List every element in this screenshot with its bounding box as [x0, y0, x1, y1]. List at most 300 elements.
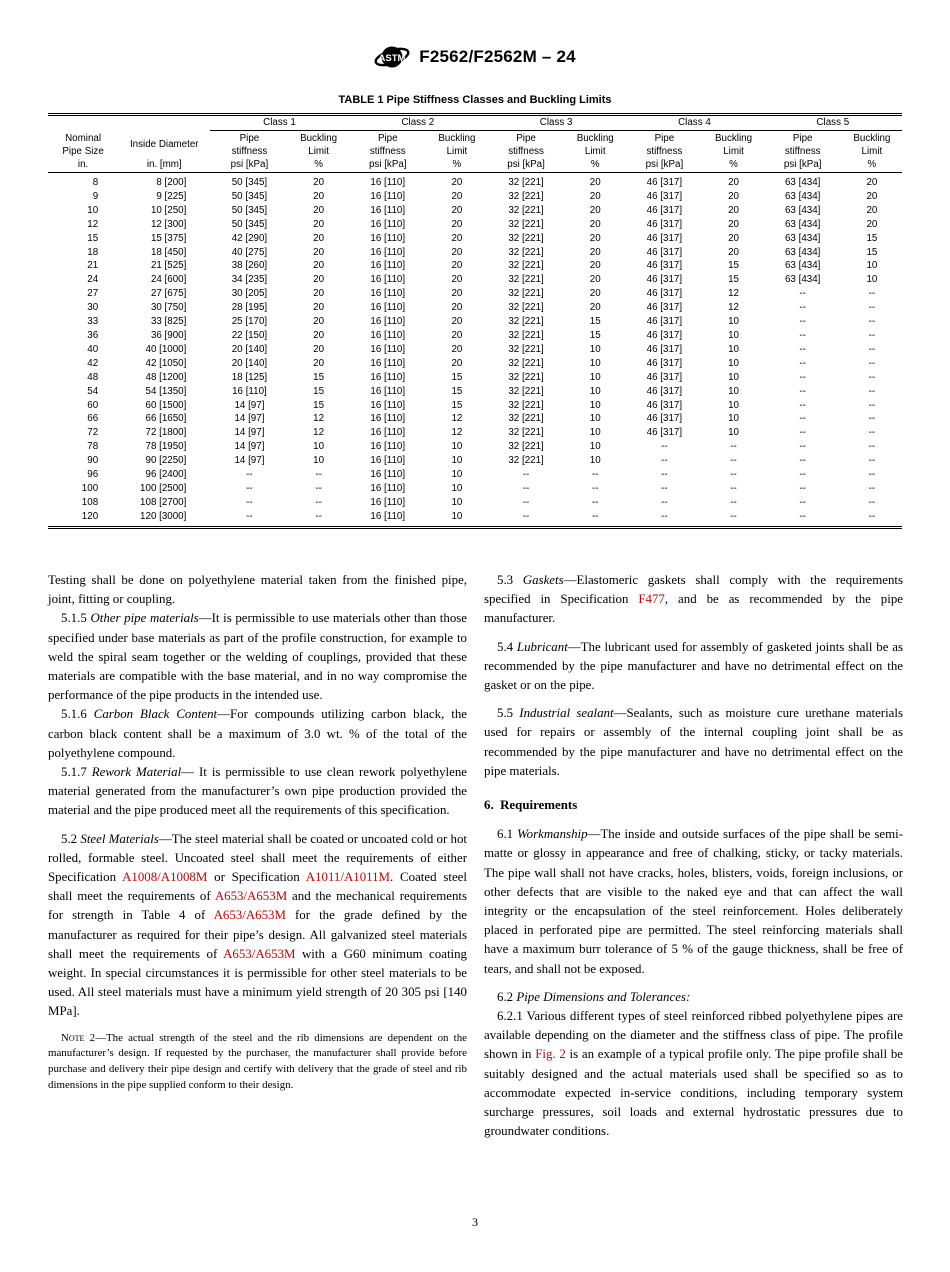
cell: 10 — [728, 343, 739, 355]
cell: -- — [661, 455, 668, 467]
cell: 10 — [589, 441, 601, 453]
cell: -- — [522, 469, 530, 481]
cell: 32 [221] — [508, 246, 544, 258]
cell: 9 [225] — [156, 190, 187, 202]
svg-text:ASTM: ASTM — [378, 53, 406, 64]
cell: 16 [110] — [370, 343, 406, 355]
spec-link[interactable]: A653/A653M — [214, 889, 288, 904]
pipe-stiffness-table — [48, 113, 902, 529]
cell: 20 — [728, 218, 739, 230]
cell: 40 — [87, 343, 99, 355]
cell: 32 [221] — [508, 329, 544, 341]
cell: 32 [221] — [508, 427, 544, 439]
cell: 60 — [87, 399, 99, 411]
column-header: Buckling Limit % — [703, 131, 763, 173]
cell: -- — [868, 343, 876, 355]
cell: -- — [799, 316, 806, 328]
cell: 20 — [589, 288, 601, 300]
cell: 10 — [728, 427, 739, 439]
cell: 20 — [589, 302, 601, 314]
table-row — [48, 399, 902, 413]
cell: 46 [317] — [646, 232, 683, 244]
cell: -- — [868, 441, 876, 453]
cell: 16 [110] — [370, 441, 406, 453]
cell: 10 — [728, 385, 739, 397]
italic-term: Carbon Black Content — [93, 707, 218, 722]
cell: 12 [300] — [150, 218, 187, 230]
table-row — [48, 232, 902, 246]
cell: 15 — [866, 246, 878, 258]
cell: 12 — [87, 218, 99, 230]
cell: 108 [2700] — [140, 496, 187, 508]
cell: 42 [290] — [231, 232, 268, 244]
cell: 50 [345] — [231, 204, 268, 216]
table-corner — [48, 115, 210, 131]
cell: 14 [97] — [234, 455, 265, 467]
cell: 46 [317] — [646, 316, 683, 328]
cell: -- — [315, 496, 322, 508]
cell: 8 — [92, 177, 99, 188]
cell: 10 — [589, 455, 601, 467]
cell: 108 — [81, 496, 99, 508]
cell: 10 — [589, 343, 601, 355]
cell: -- — [591, 510, 599, 522]
cell: 90 [2250] — [145, 455, 187, 467]
cell: 32 [221] — [508, 441, 544, 453]
cell: 20 — [451, 316, 463, 328]
class-header: Class 3 — [487, 115, 625, 131]
cell: 16 [110] — [370, 482, 406, 494]
column-header: Pipe stiffness psi [kPa] — [487, 131, 565, 173]
cell: 46 [317] — [646, 218, 683, 230]
cell: 20 — [451, 190, 463, 202]
cell: -- — [799, 399, 806, 411]
cell: 16 [110] — [370, 413, 406, 425]
cell: 18 [125] — [231, 371, 268, 383]
cell: 16 [110] — [370, 329, 406, 341]
cell: -- — [868, 510, 876, 522]
cell: 20 — [313, 274, 325, 286]
spec-link[interactable]: A653/A653M — [223, 946, 296, 961]
cell: -- — [868, 357, 876, 369]
cell: 66 [1650] — [145, 413, 187, 425]
cell: 12 — [728, 302, 739, 314]
cell: 10 — [313, 441, 325, 453]
column-header: Buckling Limit % — [427, 131, 487, 173]
cell: 20 — [866, 177, 878, 188]
cell: 20 — [589, 232, 601, 244]
table-row — [48, 218, 902, 232]
cell: 32 [221] — [508, 274, 544, 286]
cell: 20 — [313, 260, 325, 272]
cell: -- — [799, 357, 806, 369]
cell: 18 — [87, 246, 99, 258]
cell: -- — [246, 482, 253, 494]
heading-6-requirements: 6. Requirements — [484, 798, 578, 813]
cell: 20 — [451, 260, 463, 272]
cell: 12 — [451, 413, 463, 425]
cell: 33 [825] — [150, 316, 187, 328]
cell: 10 — [589, 413, 601, 425]
cell: 10 — [87, 204, 99, 216]
spec-link[interactable]: F477 — [638, 592, 665, 607]
para-5-1-7: 5.1.7 Rework Material— It is permissible to use clean rework polyethylene material generated from the manufacturer’s own pipe production provided the material and the pipe produced meet all the requirements of this specification. — [48, 765, 467, 818]
cell: 46 [317] — [646, 274, 683, 286]
cell: 54 [1350] — [145, 385, 187, 397]
class-header: Class 1 — [210, 115, 348, 131]
cell: 10 — [451, 469, 463, 481]
cell: 15 — [451, 385, 463, 397]
cell: 20 — [589, 274, 601, 286]
cell: 20 — [313, 177, 325, 188]
cell: 78 [1950] — [145, 441, 187, 453]
cell: 14 [97] — [234, 413, 265, 425]
cell: 40 [275] — [231, 246, 268, 258]
cell: 50 [345] — [231, 190, 268, 202]
cell: -- — [799, 496, 806, 508]
cell: 20 — [451, 329, 463, 341]
cell: 32 [221] — [508, 288, 544, 300]
cell: 10 — [728, 371, 739, 383]
cell: 46 [317] — [646, 190, 683, 202]
cell: 33 — [87, 316, 99, 328]
cell: 20 — [728, 177, 739, 188]
cell: -- — [730, 469, 737, 481]
cell: -- — [868, 371, 876, 383]
cell: 20 — [313, 232, 325, 244]
cell: -- — [799, 385, 806, 397]
para-5-3: 5.3 Gaskets—Elastomeric gaskets shall comply with the requirements specified in Specification F477, and be as recommended by the pipe manufacturer. — [484, 573, 904, 626]
cell: 15 — [728, 274, 739, 286]
cell: 20 — [589, 218, 601, 230]
cell: 20 — [313, 288, 325, 300]
cell: 20 — [728, 232, 739, 244]
cell: 46 [317] — [646, 357, 683, 369]
cell: 10 — [728, 413, 739, 425]
spec-link[interactable]: Fig. 2 — [535, 1047, 566, 1062]
table-row — [48, 440, 902, 454]
cell: -- — [246, 469, 253, 481]
table-row — [48, 385, 902, 399]
cell: 10 — [728, 329, 739, 341]
table-row — [48, 454, 902, 468]
cell: -- — [522, 496, 530, 508]
cell: -- — [868, 413, 876, 425]
cell: 32 [221] — [508, 190, 544, 202]
cell: 20 — [866, 204, 878, 216]
cell: 25 [170] — [231, 316, 268, 328]
column-header: Pipe stiffness psi [kPa] — [349, 131, 427, 173]
cell: 16 [110] — [232, 385, 267, 397]
cell: 20 — [451, 274, 463, 286]
cell: 20 — [313, 204, 325, 216]
table-row — [48, 468, 902, 482]
column-header: Pipe stiffness psi [kPa] — [625, 131, 703, 173]
cell: 16 [110] — [370, 510, 406, 522]
cell: -- — [661, 510, 668, 522]
cell: 10 — [451, 482, 463, 494]
italic-term: Other pipe materials — [90, 611, 199, 626]
table-row — [48, 510, 902, 527]
cell: 15 — [313, 385, 325, 397]
cell: 20 — [728, 190, 739, 202]
class-header: Class 4 — [625, 115, 763, 131]
cell: 10 — [451, 510, 463, 522]
cell: -- — [799, 343, 806, 355]
cell: -- — [315, 469, 322, 481]
cell: 96 — [87, 469, 99, 481]
spec-link[interactable]: A653/A653M — [213, 908, 286, 923]
cell: -- — [799, 469, 806, 481]
cell: 46 [317] — [646, 260, 683, 272]
cell: 10 — [589, 385, 601, 397]
cell: 14 [97] — [234, 441, 265, 453]
cell: 18 [450] — [150, 246, 187, 258]
cell: 10 — [728, 357, 739, 369]
cell: 22 [150] — [231, 329, 268, 341]
cell: 15 [375] — [150, 232, 187, 244]
cell: 63 [434] — [784, 260, 821, 272]
cell: -- — [246, 496, 253, 508]
cell: 16 [110] — [370, 204, 406, 216]
cell: 16 [110] — [370, 399, 406, 411]
cell: 20 — [451, 232, 463, 244]
cell: 12 — [313, 427, 325, 439]
cell: 63 [434] — [784, 246, 821, 258]
cell: 15 — [589, 316, 601, 328]
para-5-1-6: 5.1.6 Carbon Black Content—For compounds utilizing carbon black, the carbon black content shall be a maximum of 3.0 wt. % of the total of the polyethylene compound. — [48, 707, 467, 760]
table-row — [48, 315, 902, 329]
table-row — [48, 371, 902, 385]
note-label: Note — [61, 1031, 85, 1044]
cell: -- — [868, 496, 876, 508]
cell: -- — [315, 510, 322, 522]
para-5-5: 5.5 Industrial sealant—Sealants, such as moisture cure urethane materials used for repairs or assembly of the internal coupling joint shall be as recommended by the pipe manufacturer and have no detrimental effect on the pipe materials. — [484, 706, 904, 778]
table-row — [48, 343, 902, 357]
cell: 46 [317] — [646, 177, 683, 188]
cell: 20 — [313, 329, 325, 341]
astm-logo — [374, 42, 410, 72]
cell: 20 — [866, 218, 878, 230]
cell: 46 [317] — [646, 399, 683, 411]
cell: 15 — [313, 399, 325, 411]
cell: -- — [661, 482, 668, 494]
cell: 15 — [866, 232, 878, 244]
cell: 20 — [728, 246, 739, 258]
italic-term: Lubricant — [516, 639, 568, 654]
cell: 78 — [87, 441, 99, 453]
cell: 32 [221] — [508, 357, 544, 369]
para-6-2: 6.2 Pipe Dimensions and Tolerances: — [497, 989, 691, 1004]
cell: 20 — [313, 343, 325, 355]
cell: 20 [140] — [231, 357, 268, 369]
column-header: Pipe stiffness psi [kPa] — [764, 131, 842, 173]
cell: 10 — [728, 399, 739, 411]
document-header — [0, 42, 950, 72]
cell: 10 — [589, 399, 601, 411]
cell: 100 [2500] — [140, 482, 187, 494]
cell: 20 — [589, 204, 601, 216]
cell: 14 [97] — [234, 427, 265, 439]
para-5-1-5: 5.1.5 Other pipe materials—It is permissible to use materials other than those specified under base materials as part of the profile construction, for example to weld the spiral seam together or the welding of couplings, provided that these materials are compatible with the base material, and in no way compromise the performance of the pipe products in the intended use. — [48, 611, 467, 703]
table-row — [48, 329, 902, 343]
cell: 50 [345] — [231, 177, 268, 188]
cell: 10 — [589, 427, 601, 439]
cell: 32 [221] — [508, 371, 544, 383]
cell: 48 — [87, 371, 99, 383]
cell: 20 — [451, 218, 463, 230]
cell: -- — [799, 413, 806, 425]
cell: -- — [868, 302, 876, 314]
cell: -- — [730, 496, 737, 508]
cell: 16 [110] — [370, 177, 406, 188]
cell: 32 [221] — [508, 455, 544, 467]
cell: 63 [434] — [784, 190, 821, 202]
cell: 16 [110] — [370, 218, 406, 230]
cell: 54 — [87, 385, 99, 397]
italic-term: Pipe Dimensions and Tolerances: — [516, 989, 691, 1004]
cell: 32 [221] — [508, 218, 544, 230]
cell: 10 — [451, 455, 463, 467]
cell: 46 [317] — [646, 413, 683, 425]
cell: 60 [1500] — [145, 399, 187, 411]
cell: 24 [600] — [150, 274, 187, 286]
cell: 20 — [451, 343, 463, 355]
table-row — [48, 357, 902, 371]
cell: 32 [221] — [508, 316, 544, 328]
cell: 20 — [451, 357, 463, 369]
column-header: Buckling Limit % — [565, 131, 625, 173]
table-row — [48, 426, 902, 440]
cell: 63 [434] — [784, 232, 821, 244]
cell: 20 — [313, 190, 325, 202]
table-row — [48, 412, 902, 426]
cell: 32 [221] — [508, 302, 544, 314]
cell: 27 [675] — [150, 288, 187, 300]
italic-term: Gaskets — [522, 573, 564, 587]
italic-term: Industrial sealant — [519, 706, 614, 721]
cell: 14 [97] — [234, 399, 265, 411]
class-header: Class 2 — [349, 115, 487, 131]
cell: 10 — [451, 441, 463, 453]
cell: 15 — [451, 371, 463, 383]
cell: 15 — [451, 399, 463, 411]
cell: 12 — [451, 427, 463, 439]
cell: -- — [522, 510, 530, 522]
cell: 10 — [313, 455, 325, 467]
cell: 20 [140] — [231, 343, 268, 355]
cell: 15 — [728, 260, 739, 272]
cell: 46 [317] — [646, 343, 683, 355]
cell: 20 — [313, 302, 325, 314]
cell: 16 [110] — [370, 385, 406, 397]
cell: 16 [110] — [370, 190, 406, 202]
cell: -- — [661, 496, 668, 508]
cell: 66 — [87, 413, 99, 425]
cell: 16 [110] — [370, 246, 406, 258]
table-row — [48, 496, 902, 510]
cell: 21 — [87, 260, 99, 272]
cell: 15 — [87, 232, 99, 244]
cell: -- — [799, 302, 806, 314]
note-2: Note 2—The actual strength of the steel and the rib dimensions are dependent on the manufacturer’s design. If requested by the purchaser, the manufacturer shall provide before purchase and delivery their pipe design and certify with delivery that the grade of steel and rib dimensions in the pipe supplied conform to their design. — [48, 1031, 467, 1092]
para-5-4: 5.4 Lubricant—The lubricant used for assembly of gasketed joints shall be as recommended by the pipe manufacturer and have no detrimental effect on the gasket or on the pipe. — [484, 639, 903, 693]
cell: 100 — [81, 482, 99, 494]
cell: 10 — [451, 496, 463, 508]
cell: 8 [200] — [156, 177, 187, 188]
cell: 120 — [81, 510, 99, 522]
cell: -- — [868, 385, 876, 397]
cell: 15 — [313, 371, 325, 383]
cell: 15 — [589, 329, 601, 341]
cell: 40 [1000] — [145, 343, 187, 355]
cell: 16 [110] — [370, 302, 406, 314]
cell: 28 [195] — [231, 302, 268, 314]
cell: 30 — [87, 302, 99, 314]
cell: -- — [591, 469, 599, 481]
cell: -- — [799, 510, 806, 522]
table-row — [48, 482, 902, 496]
cell: 16 [110] — [370, 455, 406, 467]
column-header: Pipe stiffness psi [kPa] — [210, 131, 288, 173]
cell: 36 [900] — [150, 329, 187, 341]
cell: -- — [868, 482, 876, 494]
table-row — [48, 301, 902, 315]
cell: 72 [1800] — [145, 427, 187, 439]
cell: 20 — [313, 246, 325, 258]
text-column-left — [48, 571, 467, 1094]
cell: 20 — [451, 302, 463, 314]
cell: -- — [799, 441, 806, 453]
cell: 20 — [451, 177, 463, 188]
cell: 50 [345] — [231, 218, 268, 230]
cell: -- — [868, 469, 876, 481]
spec-link[interactable]: A1011/A1011M — [305, 870, 391, 885]
cell: -- — [799, 288, 806, 300]
cell: 20 — [451, 204, 463, 216]
cell: 32 [221] — [508, 399, 544, 411]
cell: 16 [110] — [370, 371, 406, 383]
cell: 24 — [87, 274, 99, 286]
cell: 12 — [313, 413, 325, 425]
cell: 20 — [728, 204, 739, 216]
table-title: TABLE 1 Pipe Stiffness Classes and Buckling Limits — [338, 94, 612, 106]
cell: 16 [110] — [370, 288, 406, 300]
cell: 20 — [866, 190, 878, 202]
italic-term: Steel Materials — [80, 831, 159, 846]
cell: 30 [205] — [231, 288, 268, 300]
cell: 20 — [451, 288, 463, 300]
cell: 20 — [589, 246, 601, 258]
cell: -- — [868, 316, 876, 328]
cell: 20 — [589, 260, 601, 272]
column-header: Buckling Limit % — [842, 131, 902, 173]
cell: 63 [434] — [784, 274, 821, 286]
cell: 32 [221] — [508, 385, 544, 397]
cell: 32 [221] — [508, 343, 544, 355]
cell: 63 [434] — [784, 218, 821, 230]
cell: 16 [110] — [370, 274, 406, 286]
cell: 9 — [92, 190, 99, 202]
cell: 48 [1200] — [145, 371, 187, 383]
cell: -- — [661, 441, 668, 453]
spec-link[interactable]: A1008/A1008M — [122, 870, 208, 885]
cell: 16 [110] — [370, 427, 406, 439]
cell: 16 [110] — [370, 496, 406, 508]
cell: 10 — [589, 371, 601, 383]
cell: -- — [799, 427, 806, 439]
cell: 10 — [728, 316, 739, 328]
